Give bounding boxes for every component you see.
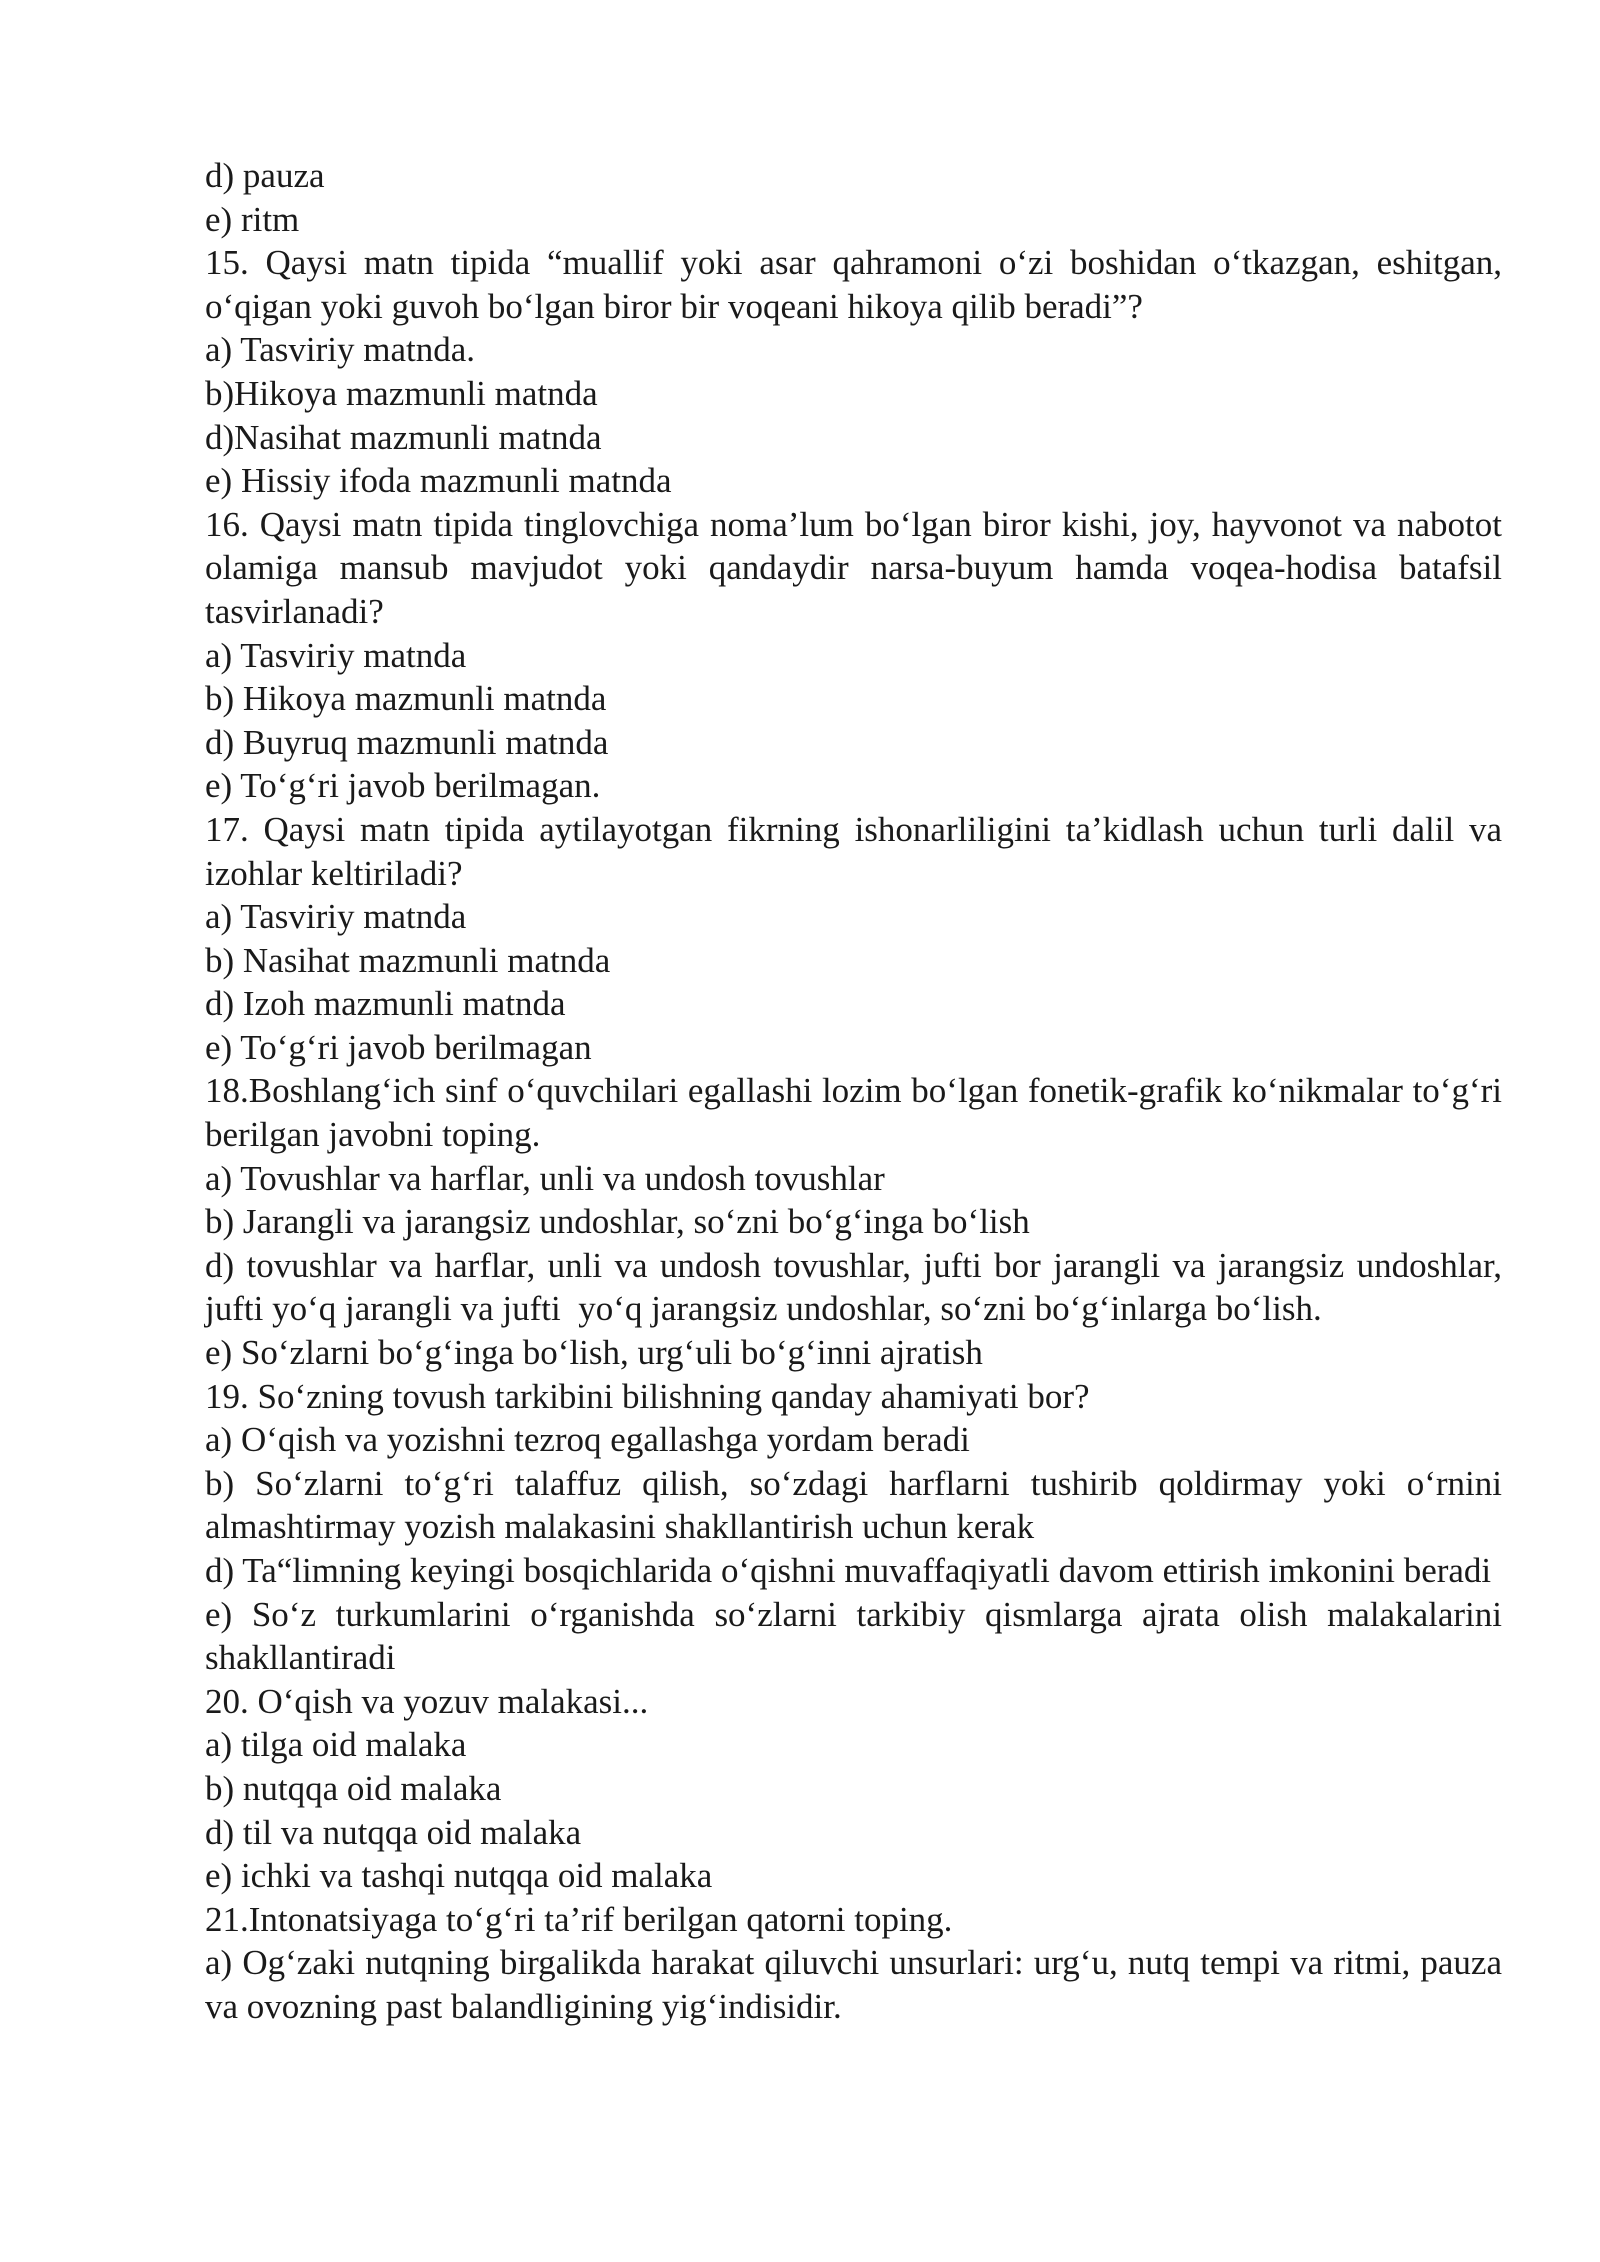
answer-option: e) So‘z turkumlarini o‘rganishda so‘zlarni tarkibiy qismlarga ajrata olish malakalarini shakllantiradi [205, 1594, 1511, 1678]
answer-option: a) Tasviriy matnda [205, 635, 467, 675]
answer-option: b)Hikoya mazmunli matnda [205, 373, 598, 413]
answer-option: a) O‘qish va yozishni tezroq egallashga yordam beradi [205, 1420, 970, 1460]
answer-option: b) Jarangli va jarangsiz undoshlar, so‘zni bo‘g‘inga bo‘lish [205, 1202, 1030, 1242]
answer-option: e) ritm [205, 199, 300, 239]
answer-option: e) So‘zlarni bo‘g‘inga bo‘lish, urg‘uli bo‘g‘inni ajratish [205, 1333, 983, 1373]
answer-option: d) til va nutqqa oid malaka [205, 1812, 582, 1852]
answer-option: b) So‘zlarni to‘g‘ri talaffuz qilish, so‘zdagi harflarni tushirib qoldirmay yoki o‘rnini almashtirmay yozish malakasini shakllantirish uchun kerak [205, 1463, 1511, 1547]
answer-option: d) Izoh mazmunli matnda [205, 984, 566, 1024]
answer-option: d) Buyruq mazmunli matnda [205, 722, 609, 762]
answer-option: a) Tovushlar va harflar, unli va undosh tovushlar [205, 1158, 885, 1198]
document-page [205, 154, 1511, 2029]
question-18: 18.Boshlang‘ich sinf o‘quvchilari egallashi lozim bo‘lgan fonetik-grafik ko‘nikmalar to‘g‘ri berilgan javobni toping. [205, 1071, 1511, 1155]
answer-option: b) Nasihat mazmunli matnda [205, 940, 611, 980]
question-15: 15. Qaysi matn tipida “muallif yoki asar qahramoni o‘zi boshidan o‘tkazgan, eshitgan, o‘qigan yoki guvoh bo‘lgan biror bir voqeani hikoya qilib beradi”? [205, 243, 1511, 326]
answer-option: e) To‘g‘ri javob berilmagan. [205, 766, 601, 806]
question-16: 16. Qaysi matn tipida tinglovchiga noma’lum bo‘lgan biror kishi, joy, hayvonot va nabotot olamiga mansub mavjudot yoki qandaydir narsa-buyum hamda voqea-hodisa batafsil tasvirlanadi? [205, 504, 1511, 631]
question-21: 21.Intonatsiyaga to‘g‘ri ta’rif berilgan qatorni toping. [205, 1899, 953, 1939]
answer-option: a) Tasviriy matnda [205, 897, 467, 937]
question-19: 19. So‘zning tovush tarkibini bilishning qanday ahamiyati bor? [205, 1376, 1090, 1416]
answer-option: d) pauza [205, 156, 325, 195]
question-20: 20. O‘qish va yozuv malakasi... [205, 1681, 649, 1721]
question-17: 17. Qaysi matn tipida aytilayotgan fikrning ishonarliligini ta’kidlash uchun turli dalil va izohlar keltiriladi? [205, 809, 1511, 893]
answer-option: d) Ta“limning keyingi bosqichlarida o‘qishni muvaffaqiyatli davom ettirish imkonini beradi [205, 1551, 1492, 1590]
answer-option: d) tovushlar va harflar, unli va undosh tovushlar, jufti bor jarangli va jarangsiz undoshlar, jufti yo‘q jarangli va jufti yo‘q jarangsiz undoshlar, so‘zni bo‘g‘inlarga bo‘lish. [205, 1245, 1511, 1329]
answer-option: b) Hikoya mazmunli matnda [205, 679, 607, 719]
answer-option: e) To‘g‘ri javob berilmagan [205, 1027, 592, 1067]
answer-option: a) tilga oid malaka [205, 1725, 467, 1765]
answer-option: e) Hissiy ifoda mazmunli matnda [205, 461, 672, 501]
answer-option: b) nutqqa oid malaka [205, 1768, 502, 1808]
answer-option: e) ichki va tashqi nutqqa oid malaka [205, 1856, 713, 1896]
answer-option: d)Nasihat mazmunli matnda [205, 417, 602, 457]
answer-option: a) Og‘zaki nutqning birgalikda harakat qiluvchi unsurlari: urg‘u, nutq tempi va ritmi, pauza va ovozning past balandligining yig‘indisidir. [205, 1943, 1511, 2026]
answer-option: a) Tasviriy matnda. [205, 330, 476, 370]
